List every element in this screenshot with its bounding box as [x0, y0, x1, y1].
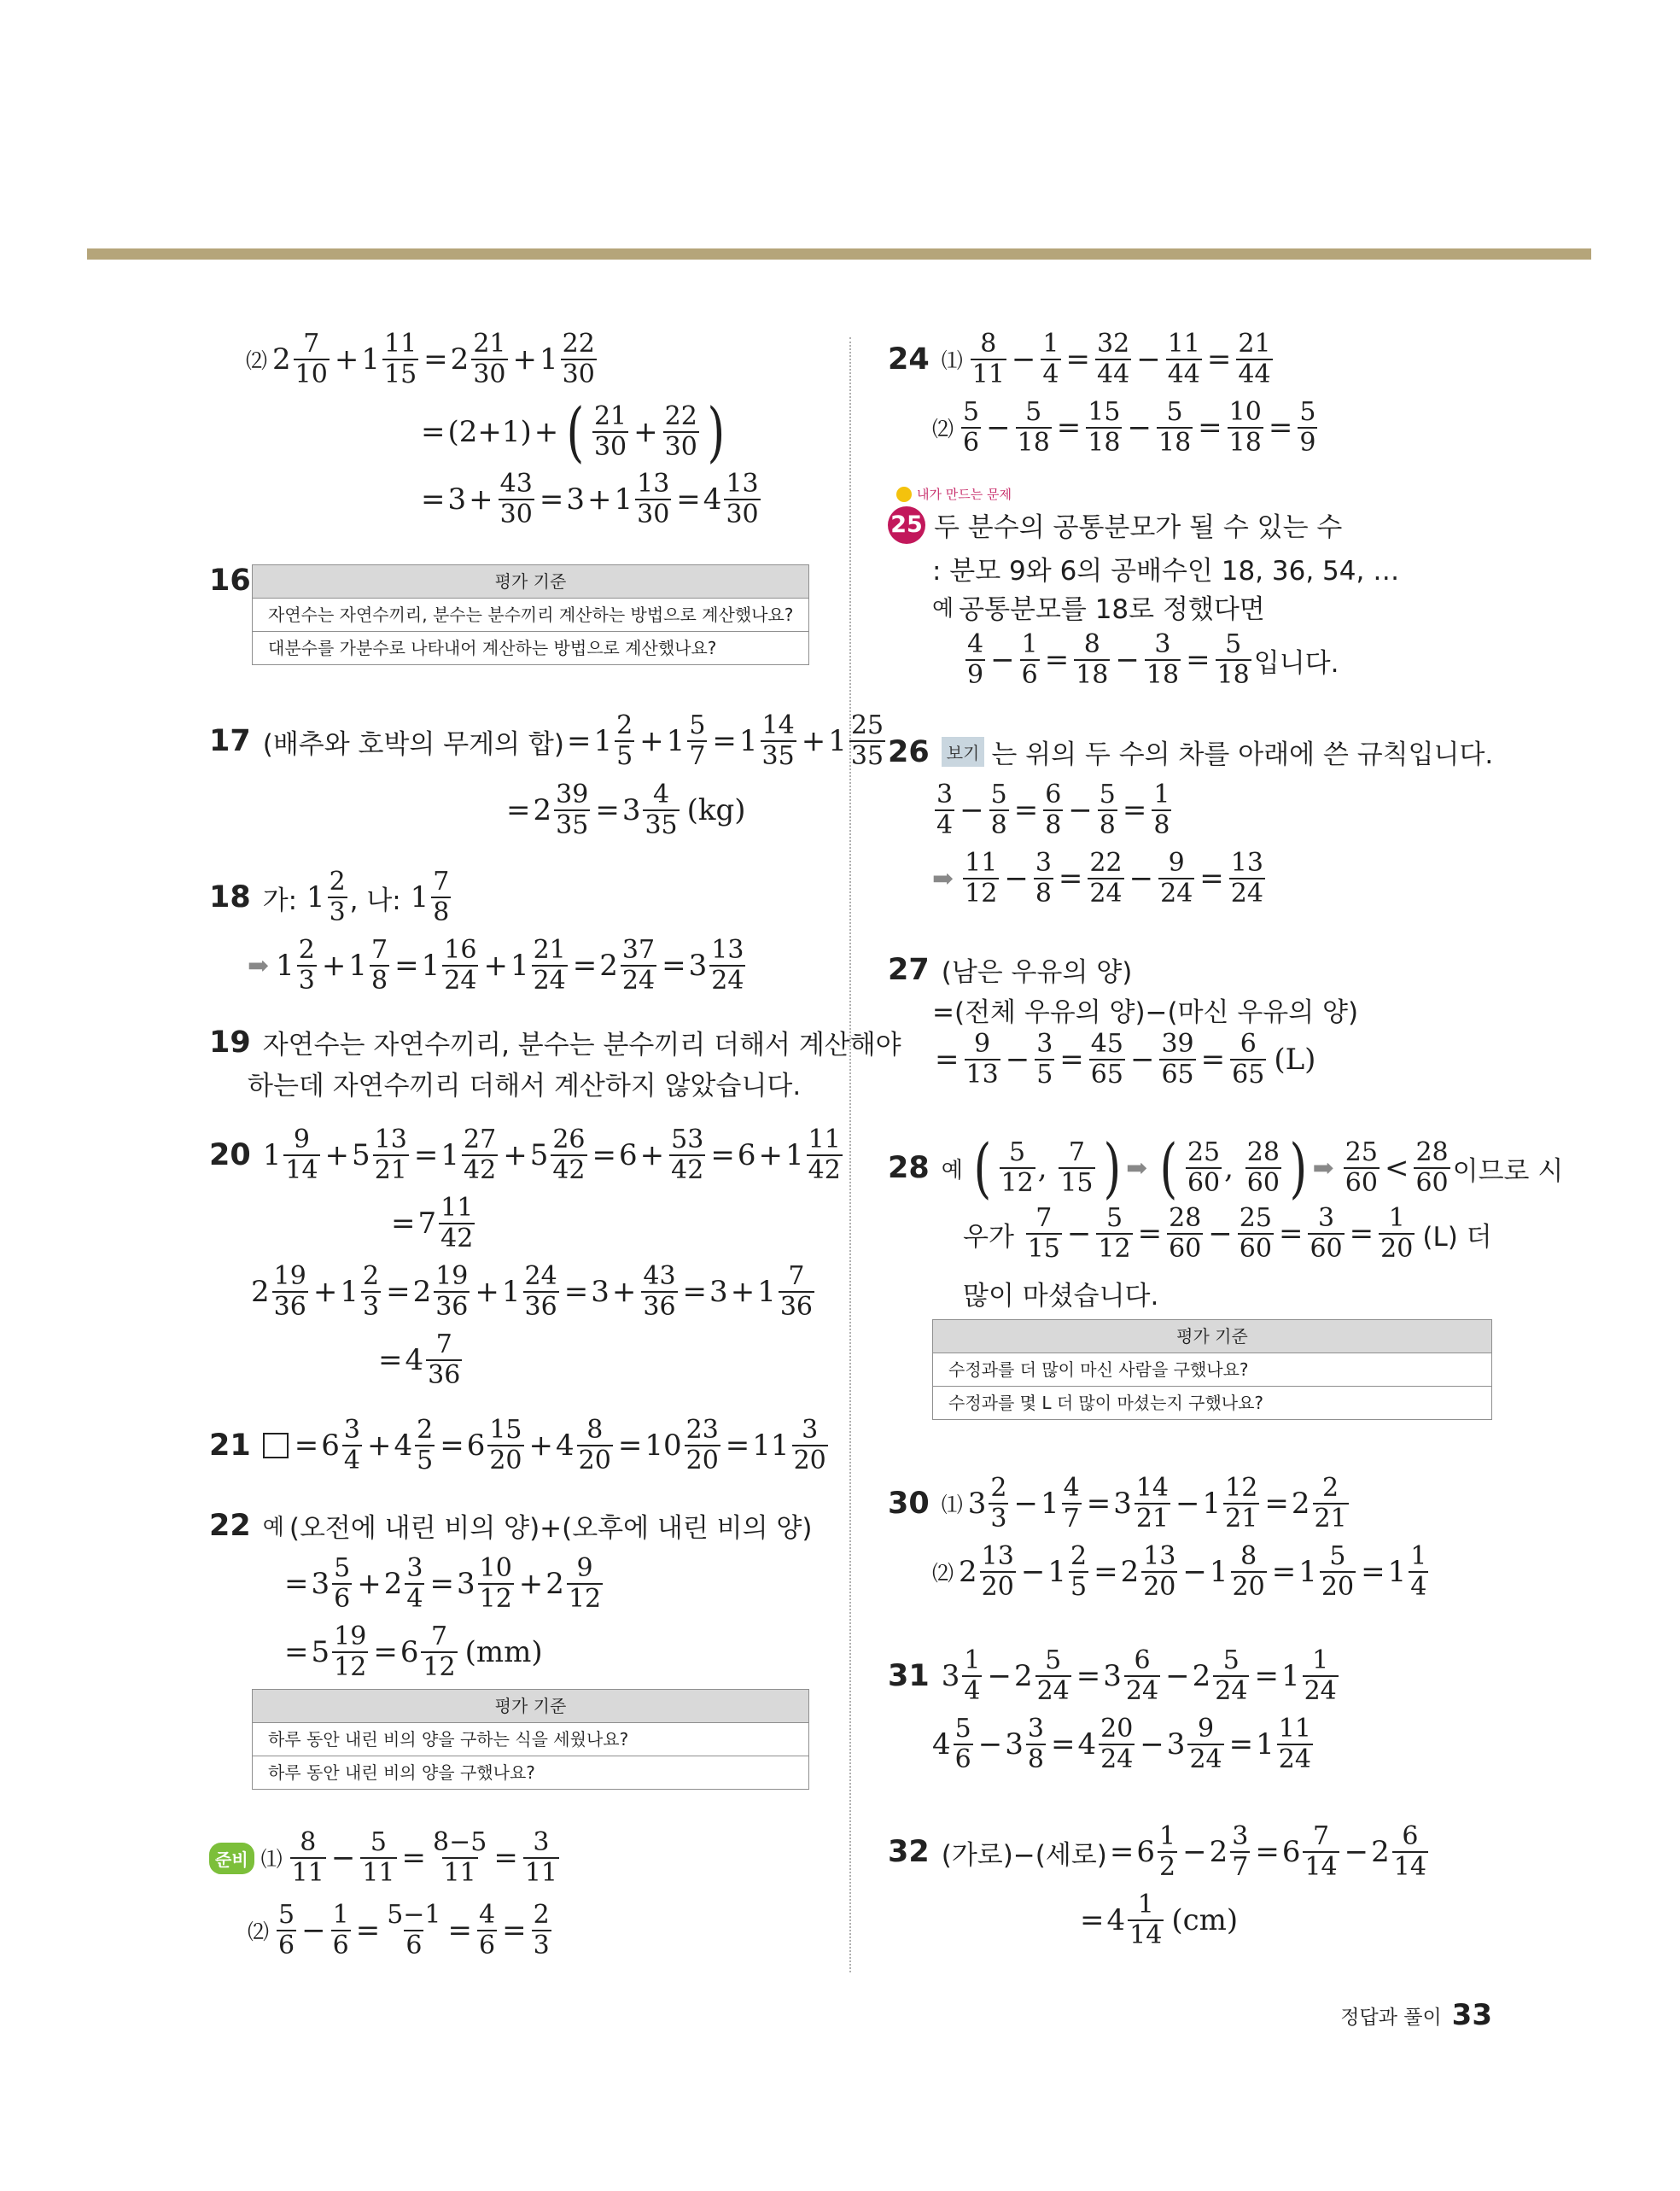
- q30-line2: ⑵ 2 13 20 − 1 $\frac{2}{5}$ = 2 $\frac{13}{20}$ − 1 $\frac{8}{20}$ = 1 $\frac{5}{20}$ = 1 $\frac{1}{4}$: [932, 1541, 1427, 1602]
- q18-line2: ➡ 1 2 3 + 1 $\frac{7}{8}$ = 1 $\frac{16}{24}$ + 1 $\frac{21}{24}$ = 2 $\frac{37}{24}$ = 3 $\frac{13}{24}$: [248, 935, 744, 996]
- q25-line3: 예 공통분모를 18로 정했다면: [932, 594, 1265, 625]
- column-divider: [849, 337, 851, 1972]
- q15-part2-line3: = 3 + $\frac{43}{30}$ = 3 + 1 $\frac{13}{30}$ = 4 $\frac{13}{30}$: [421, 469, 759, 529]
- q28-line2: 우가 7 15 − $\frac{5}{12}$ = $\frac{28}{60}$ − $\frac{25}{60}$ = $\frac{3}{60}$ = $\frac{1}{20}$ (L) 더: [963, 1203, 1492, 1264]
- q18-line1: 18 가: 1 2 3 , 나: 1 7 8: [209, 867, 450, 927]
- rubric-title: 평가 기준: [253, 1690, 808, 1723]
- q17-line2: = 2 $\frac{39}{35}$ = 3 $\frac{4}{35}$ (kg): [506, 780, 746, 840]
- rubric-row: 수정과를 몇 L 더 많이 마셨는지 구했나요?: [948, 1393, 1264, 1413]
- q32-line2: = 4 $\frac{1}{14}$ (cm): [1080, 1890, 1239, 1950]
- smile-icon: [896, 487, 912, 502]
- q31-line2: 4 5 6 − 3 $\frac{3}{8}$ = 4 $\frac{20}{24}$ − 3 $\frac{9}{24}$ = 1 $\frac{11}{24}$: [932, 1714, 1311, 1774]
- q28-line3: 많이 마셨습니다.: [963, 1281, 1159, 1312]
- q25-number: 25: [888, 506, 925, 544]
- page-footer: [1340, 1998, 1492, 2032]
- rubric-row: 대분수를 가분수로 나타내어 계산하는 방법으로 계산했나요?: [268, 638, 717, 658]
- q24-line2: ⑵ 5 6 − $\frac{5}{18}$ = $\frac{15}{18}$ − $\frac{5}{18}$ = $\frac{10}{18}$ = $\frac{5}{9}$: [932, 397, 1316, 458]
- q25-line2: : 분모 9와 6의 공배수인 18, 36, 54, …: [932, 556, 1400, 587]
- q24-line1: 24 ⑴ 8 11 − $\frac{1}{4}$ = $\frac{32}{44}$ − $\frac{11}{44}$ = $\frac{21}{44}$: [888, 329, 1271, 389]
- rubric-row: 하루 동안 내린 비의 양을 구했나요?: [268, 1762, 535, 1783]
- q16-rubric: [252, 564, 809, 665]
- q15-part2-line2: = (2+1) + ( 21 30 + $\frac{22}{30}$ ): [421, 394, 726, 470]
- q27-line2: =(전체 우유의 양)−(마신 우유의 양): [932, 997, 1359, 1028]
- q26-line3: ➡ 11 12 − $\frac{3}{8}$ = $\frac{22}{24}$ − $\frac{9}{24}$ = $\frac{13}{24}$: [932, 848, 1263, 909]
- jb-line1: 준비 ⑴ 8 11 − $\frac{5}{11}$ = $\frac{8-5}{11}$ = $\frac{3}{11}$: [209, 1830, 562, 1886]
- q30-line1: 30 ⑴ 3 2 3 − 1 $\frac{4}{7}$ = 3 $\frac{14}{21}$ − 1 $\frac{12}{21}$ = 2 $\frac{2}{21}$: [888, 1473, 1347, 1534]
- q20-line4: = 4 $\frac{7}{36}$: [378, 1329, 461, 1390]
- arrow-icon: ➡: [248, 950, 270, 981]
- q15-part2-line1: ⑵ 2 7 10 + 1 $\frac{11}{15}$ = 2 $\frac{21}{30}$ + 1 $\frac{22}{30}$: [246, 329, 595, 389]
- q27-line3: = $\frac{9}{13}$ − $\frac{3}{5}$ = $\frac{45}{65}$ − $\frac{39}{65}$ = $\frac{6}{65}$ (L): [935, 1029, 1316, 1090]
- q26-line2: 3 4 − $\frac{5}{8}$ = $\frac{6}{8}$ − $\frac{5}{8}$ = $\frac{1}{8}$: [936, 780, 1170, 840]
- q20-line1: 20 1 9 14 + 5 $\frac{13}{21}$ = 1 $\frac{27}{42}$ + 5 $\frac{26}{42}$ = 6 + $\frac{53}{42}$ = 6 + 1 $\frac{11}{42}$: [209, 1125, 841, 1185]
- q22-line3: = 5 $\frac{19}{12}$ = 6 $\frac{7}{12}$ (mm): [284, 1621, 543, 1682]
- q27-line1: 27 (남은 우유의 양): [888, 952, 1133, 988]
- example-badge: 보기: [942, 737, 985, 767]
- q17-line1: 17 (배추와 호박의 무게의 합) = 1 $\frac{2}{5}$ + 1 $\frac{5}{7}$ = 1 $\frac{14}{35}$ + 1 $\frac{25}{35}$: [209, 710, 884, 771]
- footer-text: 정답과 풀이: [1340, 2006, 1442, 2029]
- arrow-icon: ➡: [1126, 1153, 1148, 1183]
- q22-line2: = 3 $\frac{5}{6}$ + 2 $\frac{3}{4}$ = 3 $\frac{10}{12}$ + 2 $\frac{9}{12}$: [284, 1553, 602, 1614]
- q28-rubric: [932, 1319, 1492, 1420]
- rubric-title: 평가 기준: [253, 565, 808, 599]
- rubric-row: 하루 동안 내린 비의 양을 구하는 식을 세웠나요?: [253, 1723, 808, 1756]
- q22-rubric: [252, 1689, 809, 1790]
- page-number: 33: [1451, 1998, 1492, 2032]
- q19-line1: 19 자연수는 자연수끼리, 분수는 분수끼리 더해서 계산해야: [209, 1025, 901, 1060]
- q22-line1: 22 예 (오전에 내린 비의 양)+(오후에 내린 비의 양): [209, 1508, 813, 1544]
- q20-line2: = 7 $\frac{11}{42}$: [391, 1193, 474, 1253]
- rubric-title: 평가 기준: [933, 1320, 1491, 1353]
- jb-line2: ⑵ 5 6 − $\frac{1}{6}$ = $\frac{5-1}{6}$ = $\frac{4}{6}$ = $\frac{2}{3}$: [248, 1900, 550, 1960]
- q20-line3: 2 19 36 + 1 $\frac{2}{3}$ = 2 $\frac{19}{36}$ + 1 $\frac{24}{36}$ = 3 + $\frac{43}{36}$ = 3 + 1 $\frac{7}{36}$: [251, 1261, 814, 1322]
- unit: (kg): [686, 793, 746, 827]
- q25-line1: 25 두 분수의 공통분모가 될 수 있는 수: [888, 505, 1342, 544]
- q19-line2: 하는데 자연수끼리 더해서 계산하지 않았습니다.: [248, 1071, 802, 1101]
- q25-line4: 4 9 − $\frac{1}{6}$ = $\frac{8}{18}$ − $\frac{3}{18}$ = $\frac{5}{18}$ 입니다.: [967, 629, 1339, 690]
- prep-badge: 준비: [209, 1843, 254, 1874]
- rubric-row: 수정과를 더 많이 마신 사람을 구했나요?: [933, 1353, 1491, 1387]
- q28-line1: 28 예 ( 5 12 , 7 15 ) ➡ ( 25 60 , 28 60 ) ➡ 25 60 < 28 60 이므로 시: [888, 1130, 1564, 1206]
- q25-tag: 내가 만드는 문제: [896, 485, 1012, 503]
- top-rule: [87, 248, 1591, 260]
- sub-label: ⑵: [246, 348, 268, 373]
- q31-line1: 31 3 1 4 − 2 $\frac{5}{24}$ = 3 $\frac{6}{24}$ − 2 $\frac{5}{24}$ = 1 $\frac{1}{24}$: [888, 1645, 1337, 1706]
- arrow-icon: ➡: [932, 863, 954, 894]
- q17-label: (배추와 호박의 무게의 합): [262, 728, 564, 760]
- blank-box: [263, 1433, 289, 1458]
- q32-line1: 32 (가로)−(세로) = 6 $\frac{1}{2}$ − 2 $\frac{3}{7}$ = 6 $\frac{7}{14}$ − 2 $\frac{6}{14}$: [888, 1821, 1426, 1882]
- q26-line1: 26 보기 는 위의 두 수의 차를 아래에 쓴 규칙입니다.: [888, 734, 1494, 770]
- q16-number: 16: [209, 564, 251, 598]
- example-mark: 예: [262, 1515, 284, 1540]
- arrow-icon: ➡: [1312, 1153, 1334, 1183]
- rubric-row: 자연수는 자연수끼리, 분수는 분수끼리 계산하는 방법으로 계산했나요?: [253, 599, 808, 632]
- q21-line1: 21 = 6 $\frac{3}{4}$ + 4 $\frac{2}{5}$ = 6 $\frac{15}{20}$ + 4 $\frac{8}{20}$ = 10 $\frac{23}{20}$ = 11 $\frac{3}{20}$: [209, 1415, 826, 1475]
